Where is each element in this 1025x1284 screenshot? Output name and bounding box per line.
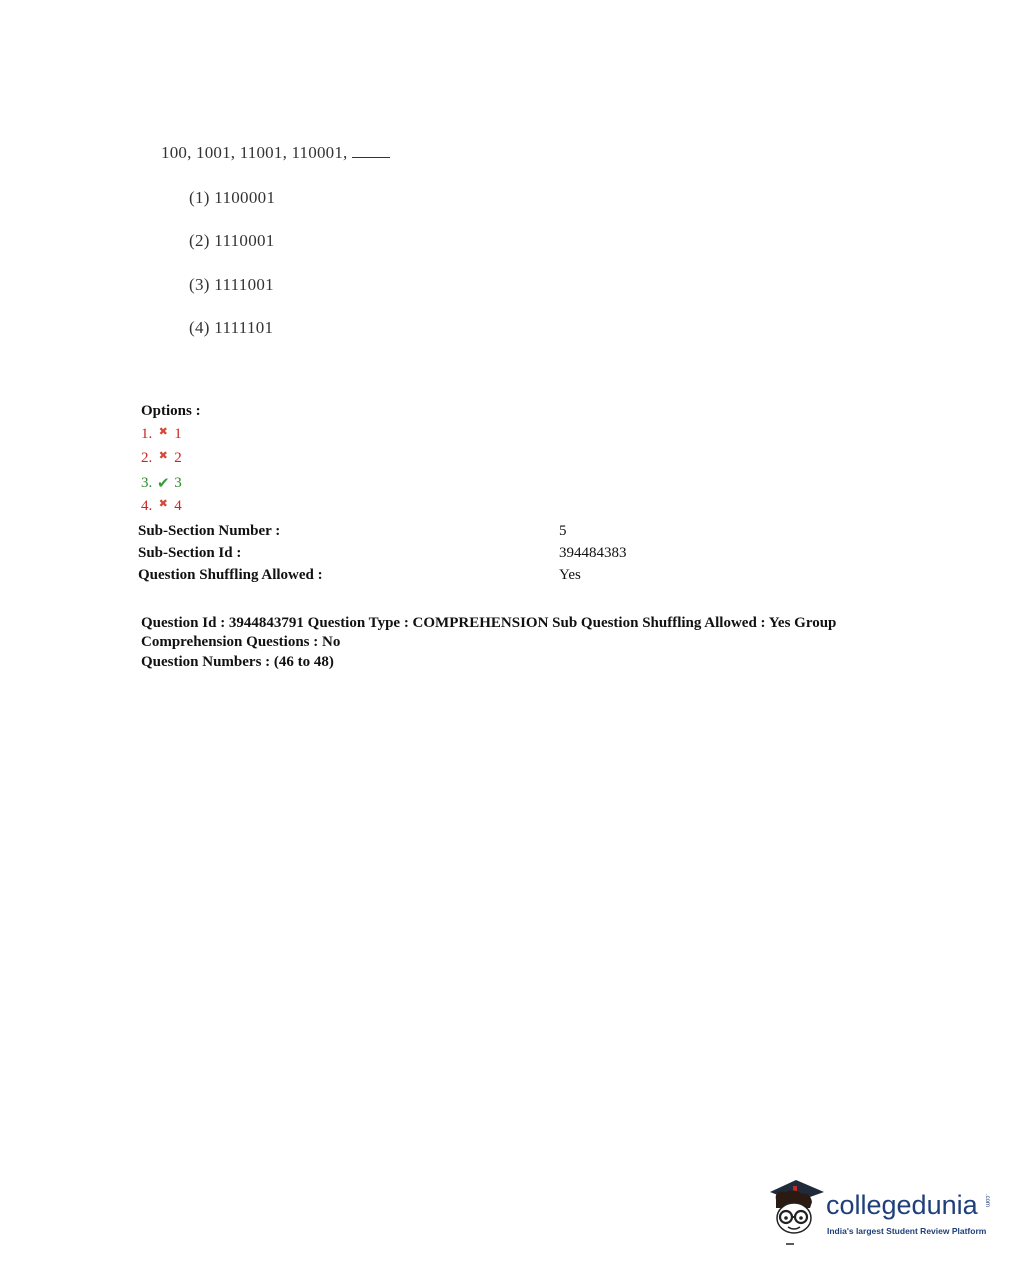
check-icon: ✔: [156, 476, 170, 492]
option-2: 2. ✖ 2: [141, 450, 182, 466]
choice-2: (2) 1110001: [189, 231, 275, 250]
next-question-info: Question Id : 3944843791 Question Type : COMPREHENSION Sub Question Shuffling Allowed : Yes Group Comprehension Questions : No: [141, 615, 837, 650]
question-shuffling-value: Yes: [559, 567, 581, 583]
choice-3: (3) 1111001: [189, 275, 274, 294]
options-title: Options :: [141, 403, 201, 419]
sub-section-number-label: Sub-Section Number :: [138, 523, 281, 539]
question-sequence: 100, 1001, 11001, 110001,: [161, 143, 390, 163]
choice-1: (1) 1100001: [189, 188, 276, 207]
logo-wordmark: collegedunia: [826, 1190, 978, 1220]
cross-icon: ✖: [158, 450, 168, 462]
sub-section-id-label: Sub-Section Id :: [138, 545, 242, 561]
cross-icon: ✖: [158, 426, 168, 438]
question-shuffling-label: Question Shuffling Allowed :: [138, 567, 323, 583]
option-4: 4. ✖ 4: [141, 498, 182, 514]
logo-tagline: India's largest Student Review Platform: [827, 1226, 987, 1236]
logo-suffix: .com: [984, 1194, 990, 1208]
mascot-icon: [766, 1178, 826, 1248]
sub-section-id-value: 394484383: [559, 545, 627, 561]
choice-4: (4) 1111101: [189, 318, 274, 337]
cross-icon: ✖: [158, 498, 168, 510]
option-1: 1. ✖ 1: [141, 426, 182, 442]
answer-blank: [352, 143, 390, 158]
sub-section-number-value: 5: [559, 523, 567, 539]
option-3: 3. ✔ 3: [141, 475, 182, 492]
collegedunia-logo: [766, 1178, 994, 1248]
question-numbers: Question Numbers : (46 to 48): [141, 654, 334, 670]
